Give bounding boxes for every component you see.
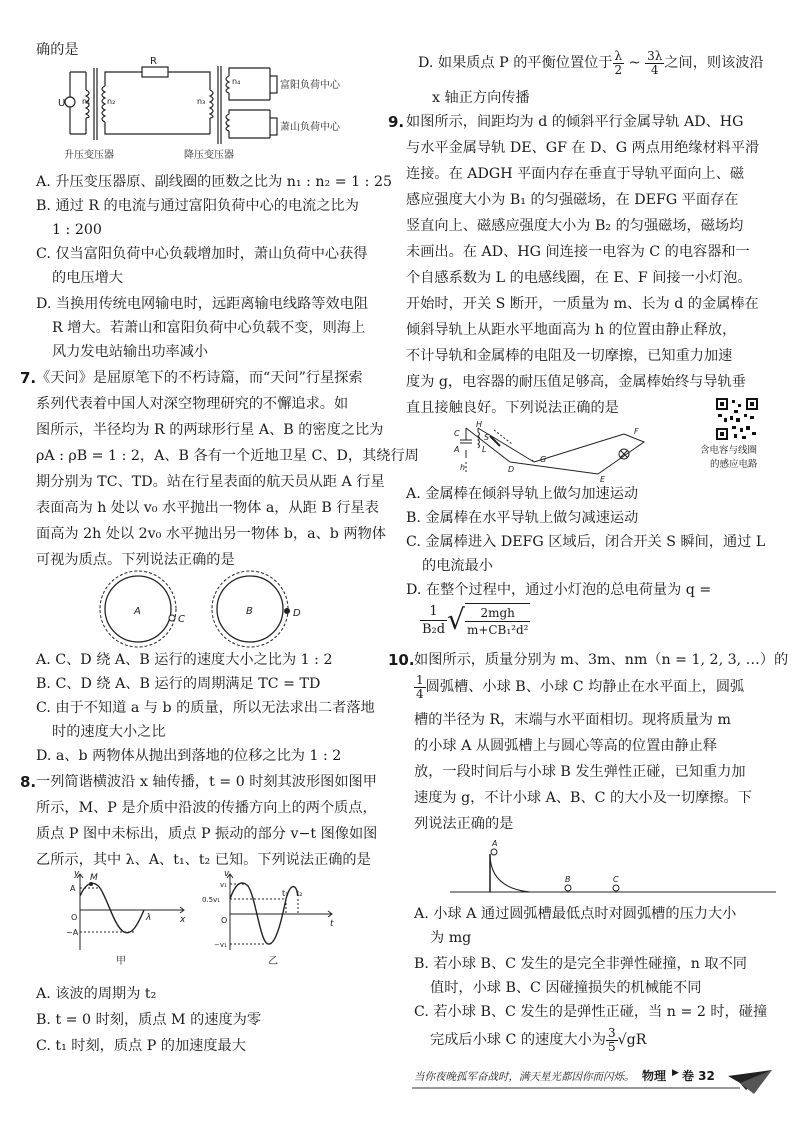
svg-text:A: A (454, 445, 460, 454)
svg-text:v: v (224, 869, 230, 879)
svg-text:升压变压器: 升压变压器 (64, 150, 114, 161)
qr-code (714, 396, 760, 442)
q9-stem-line: 度为 g，电容器的耐压值足够高，金属棒始终与导轨垂 (406, 374, 746, 390)
q9-stem-line: 如图所示，间距均为 d 的倾斜平行金属导轨 AD、HG (406, 114, 744, 130)
q9-option-c: C. 金属棒进入 DEFG 区域后，闭合开关 S 瞬间，通过 L (406, 534, 766, 550)
svg-text:H: H (476, 420, 483, 429)
q6-option-c: C. 仅当富阳负荷中心负载增加时，萧山负荷中心获得 (36, 246, 368, 262)
svg-text:h: h (460, 463, 466, 472)
svg-text:甲: 甲 (116, 956, 126, 967)
q6-option-a: A. 升压变压器原、副线圈的匝数之比为 n₁ : n₂ = 1 : 25 (36, 174, 393, 190)
footer-subject: 物理 (642, 1069, 667, 1083)
q9-stem-line: 不计导轨和金属棒的电阻及一切摩擦，已知重力加速 (406, 348, 733, 364)
svg-text:C: C (613, 875, 619, 884)
q9-option-c-cont: 的电流最小 (422, 558, 493, 574)
q10-option-a-cont: 为 mg (430, 930, 472, 946)
q7-option-d: D. a、b 两物体从抛出到落地的位移之比为 1 : 2 (36, 748, 342, 764)
wave-figure-b (202, 868, 342, 970)
svg-text:0.5v₁: 0.5v₁ (202, 896, 221, 904)
svg-text:−v₁: −v₁ (214, 941, 227, 949)
svg-text:v₁: v₁ (220, 881, 227, 889)
q9-stem-line: 倾斜导轨上从距水平地面高为 h 的位置由静止释放， (406, 322, 737, 338)
q7-stem-line: 期分别为 TC、TD。站在行星表面的航天员从距 A 行星 (36, 474, 385, 490)
q7-stem-line: 系列代表着中国人对深空物理研究的不懈追求。如 (36, 396, 349, 412)
q7-option-c: C. 由于不知道 a 与 b 的质量，所以无法求出二者落地 (36, 700, 375, 716)
q7-stem-line: ρA : ρB = 1 : 2，A、B 各有一个近地卫星 C、D，其绕行周 (36, 448, 419, 464)
q8-stem-line: 所示，M、P 是介质中沿波的传播方向上的两个质点， (36, 800, 377, 816)
q10-stem-line: 槽的半径为 R，末端与水平面相切。现将质量为 m (414, 712, 731, 728)
svg-text:y: y (74, 869, 80, 879)
q6-option-b-cont: 1 : 200 (52, 222, 102, 238)
q9-stem-line: 未画出。在 AD、HG 间连接一电容为 C 的电容器和一 (406, 244, 750, 260)
svg-text:M: M (90, 873, 98, 883)
q10-option-b: B. 若小球 B、C 发生的是完全非弹性碰撞，n 取不同 (414, 956, 747, 972)
q10-option-c: C. 若小球 B、C 发生的是弹性正碰，当 n = 2 时，碰撞 (414, 1004, 768, 1020)
svg-text:−A: −A (66, 928, 79, 937)
svg-text:降压变压器: 降压变压器 (184, 150, 234, 161)
q8-option-a: A. 该波的周期为 t₂ (36, 986, 157, 1002)
q7-stem-line: 表面高为 h 处以 v₀ 水平抛出一物体 a，从距 B 行星表 (36, 500, 379, 516)
svg-text:B: B (246, 606, 253, 617)
q10-stem-line: 如图所示，质量分别为 m、3m、nm（n = 1, 2, 3, …）的 (414, 652, 789, 668)
footer-slogan: 当你夜晚孤军奋战时，满天星光都因你而闪烁。 (414, 1071, 635, 1083)
svg-text:C: C (454, 429, 460, 438)
q9-stem-line: 个自感系数为 L 的电感线圈，在 E、F 间接一小灯泡。 (406, 270, 752, 286)
q8-stem-line: 质点 P 图中未标出，质点 P 振动的部分 v−t 图像如图 (36, 826, 378, 842)
svg-text:R: R (150, 56, 157, 67)
svg-text:A: A (492, 839, 498, 848)
svg-text:B: B (565, 875, 571, 884)
q7-stem-line: 图所示，半径均为 R 的两球形行星 A、B 的密度之比为 (36, 422, 384, 438)
svg-text:E: E (600, 475, 606, 484)
q7-stem-line: 《天问》是屈原笔下的不朽诗篇，而“天问”行星探索 (36, 370, 363, 386)
svg-text:G: G (540, 455, 547, 464)
q10-option-c-cont: 完成后小球 C 的速度大小为 $\frac{3}{5}$ √gR (430, 1025, 647, 1054)
svg-text:t₂: t₂ (296, 889, 303, 898)
transformer-circuit-figure (56, 56, 366, 162)
q9-stem-line: 感应强度大小为 B₁ 的匀强磁场，在 DEFG 平面存在 (406, 192, 739, 208)
q9-stem-line: 开始时，开关 S 断开，一质量为 m、长为 d 的金属棒在 (406, 296, 759, 312)
page-footer (410, 1066, 790, 1096)
q10-stem-line-frac: $\frac{1}{4}$ 圆弧槽、小球 B、小球 C 均静止在水平面上，圆弧 (416, 672, 745, 701)
wave-figure-a (62, 868, 192, 970)
q7-stem-line: 面高为 2h 处以 2v₀ 水平抛出另一物体 b，a、b 两物体 (36, 526, 386, 542)
q6-option-c-cont: 的电压增大 (52, 270, 123, 286)
svg-text:L: L (482, 445, 487, 454)
svg-text:乙: 乙 (268, 956, 278, 967)
rail-circuit-figure (448, 422, 648, 484)
svg-text:D: D (293, 608, 301, 619)
q10-stem-line: 速度为 g，不计小球 A、B、C 的大小及一切摩擦。下 (414, 790, 752, 806)
svg-text:C: C (178, 614, 185, 625)
q10-stem-line: 列说法正确的是 (414, 816, 514, 832)
q8-option-d-cont: x 轴正方向传播 (432, 90, 530, 106)
qr-caption-line: 含电容与线圈 (700, 445, 758, 456)
svg-text:S: S (484, 433, 490, 442)
q7-number: 7. (20, 369, 37, 387)
q10-option-b-cont: 值时，小球 B、C 因碰撞损失的机械能不同 (430, 980, 702, 996)
svg-text:n₃: n₃ (197, 97, 206, 106)
svg-text:λ: λ (146, 913, 152, 923)
q6-option-d-cont2: 风力发电站输出功率减小 (52, 344, 209, 360)
planets-figure (98, 568, 328, 650)
q10-stem-line: 放，一段时间后与小球 B 发生弹性正碰，已知重力加 (414, 764, 746, 780)
q9-stem-line: 与水平金属导轨 DE、GF 在 D、G 两点用绝缘材料平滑 (406, 140, 760, 156)
svg-text:富阳负荷中心: 富阳负荷中心 (280, 80, 340, 91)
q7-stem-line: 可视为质点。下列说法正确的是 (36, 552, 235, 568)
q9-option-d-formula: $\frac{1}{\text{B₂d}}$ √ $\frac{\text{2mgh}}{\text{m+CB₁²d²}}$ (422, 603, 529, 637)
q9-stem-line: 直且接触良好。下列说法正确的是 (406, 400, 619, 416)
q7-option-c-cont: 时的速度大小之比 (52, 724, 166, 740)
q9-stem-line: 连接。在 ADGH 平面内存在垂直于导轨平面向上、磁 (406, 166, 745, 182)
qr-caption-line: 的感应电路 (710, 459, 758, 470)
svg-text:n₁: n₁ (82, 97, 91, 106)
q9-option-b: B. 金属棒在水平导轨上做匀减速运动 (406, 510, 639, 526)
q9-number: 9. (388, 113, 405, 131)
q9-stem-line: 竖直向上、磁感应强度大小为 B₂ 的匀强磁场，磁场均 (406, 218, 744, 234)
svg-text:n₄: n₄ (232, 77, 241, 86)
q8-number: 8. (20, 773, 37, 791)
q6-option-b: B. 通过 R 的电流与通过富阳负荷中心的电流之比为 (36, 198, 359, 214)
svg-text:n₂: n₂ (107, 97, 116, 106)
q9-option-a: A. 金属棒在倾斜导轨上做匀加速运动 (406, 486, 639, 502)
svg-text:萧山负荷中心: 萧山负荷中心 (280, 122, 340, 133)
svg-text:A: A (70, 884, 76, 893)
q6-lead: 确的是 (36, 42, 79, 58)
svg-text:t: t (330, 919, 334, 929)
svg-text:D: D (508, 465, 515, 474)
q10-stem-line: 的小球 A 从圆弧槽上与圆心等高的位置由静止释 (414, 738, 718, 754)
q7-option-b: B. C、D 绕 A、B 运行的周期满足 TC = TD (36, 676, 321, 692)
q10-number: 10. (388, 651, 415, 669)
q8-stem-line: 一列简谐横波沿 x 轴传播，t = 0 时刻其波形图如图甲 (36, 774, 377, 790)
q7-option-a: A. C、D 绕 A、B 运行的速度大小之比为 1 : 2 (36, 652, 333, 668)
svg-text:O: O (221, 916, 228, 925)
svg-text:x: x (180, 915, 186, 925)
svg-text:U: U (58, 98, 66, 109)
footer-volume: 卷 32 (682, 1069, 715, 1083)
svg-text:O: O (71, 913, 78, 922)
footer-arrow-icon: ▶ (672, 1068, 679, 1078)
svg-text:t₁: t₁ (282, 889, 289, 898)
svg-text:F: F (634, 427, 639, 436)
arc-slot-figure (450, 840, 780, 902)
q8-option-c: C. t₁ 时刻，质点 P 的加速度最大 (36, 1038, 246, 1054)
q10-option-a: A. 小球 A 通过圆弧槽最低点时对圆弧槽的压力大小 (414, 906, 737, 922)
q8-stem-line: 乙所示，其中 λ、A、t₁、t₂ 已知。下列说法正确的是 (36, 852, 371, 868)
q6-option-d-cont1: R 增大。若萧山和富阳负荷中心负载不变，则海上 (52, 320, 366, 336)
svg-text:A: A (134, 606, 141, 617)
q8-option-d: D. 如果质点 P 的平衡位置位于 $\frac{\lambda}{2}$ ~ $\frac{3\lambda}{4}$ 之间，则该波沿 (418, 48, 764, 77)
q6-option-d: D. 当换用传统电网输电时，远距离输电线路等效电阻 (36, 296, 369, 312)
q9-option-d: D. 在整个过程中，通过小灯泡的总电荷量为 q = (406, 582, 712, 598)
q8-option-b: B. t = 0 时刻，质点 M 的速度为零 (36, 1012, 262, 1028)
